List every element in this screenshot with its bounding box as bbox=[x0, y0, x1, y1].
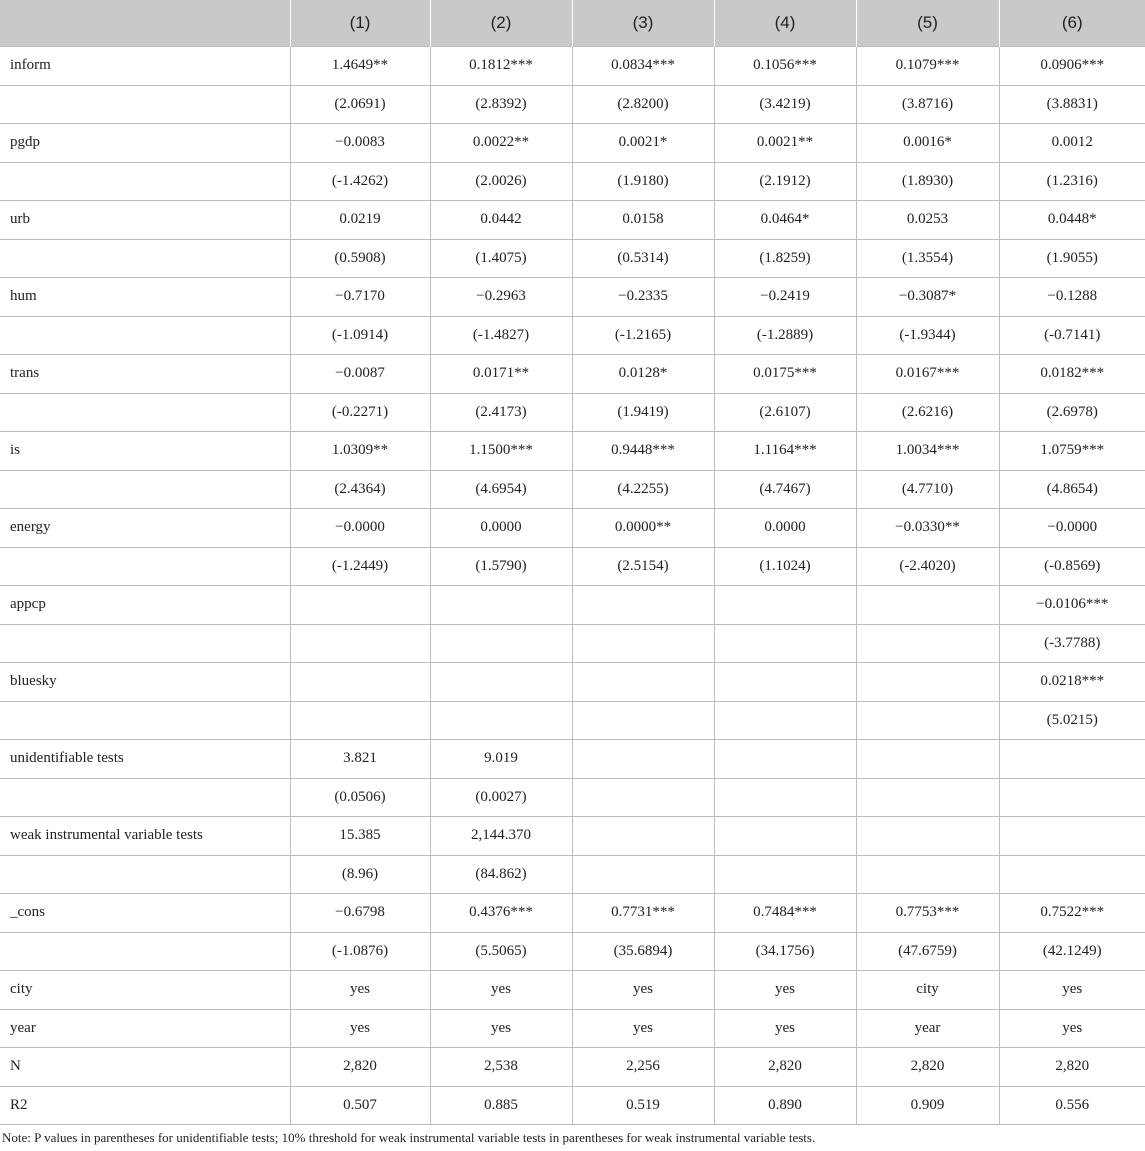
value-cell: −0.2419 bbox=[714, 278, 856, 317]
value-cell: −0.0087 bbox=[290, 355, 430, 394]
value-cell: 2,820 bbox=[714, 1048, 856, 1087]
value-cell: −0.0330** bbox=[856, 509, 999, 548]
value-cell: yes bbox=[714, 971, 856, 1010]
table-row bbox=[0, 316, 1145, 355]
value-cell bbox=[572, 701, 714, 740]
value-cell: 0.0218*** bbox=[999, 663, 1145, 702]
value-cell: 0.7731*** bbox=[572, 894, 714, 933]
value-cell: (1.3554) bbox=[856, 239, 999, 278]
value-cell bbox=[572, 586, 714, 625]
value-cell: (2.1912) bbox=[714, 162, 856, 201]
value-cell: year bbox=[856, 1009, 999, 1048]
value-cell bbox=[856, 586, 999, 625]
value-cell: 0.519 bbox=[572, 1086, 714, 1125]
table-row bbox=[0, 85, 1145, 124]
value-cell: 2,144.370 bbox=[430, 817, 572, 856]
value-cell bbox=[999, 855, 1145, 894]
value-cell: 15.385 bbox=[290, 817, 430, 856]
value-cell: (0.5908) bbox=[290, 239, 430, 278]
table-row bbox=[0, 47, 1145, 86]
value-cell: 0.0016* bbox=[856, 124, 999, 163]
table-row bbox=[0, 393, 1145, 432]
value-cell: (1.2316) bbox=[999, 162, 1145, 201]
row-label-cell bbox=[0, 624, 290, 663]
value-cell: (5.5065) bbox=[430, 932, 572, 971]
header-cell-variable bbox=[0, 0, 290, 47]
value-cell: (1.9180) bbox=[572, 162, 714, 201]
table-row bbox=[0, 1048, 1145, 1087]
row-label-cell bbox=[0, 393, 290, 432]
value-cell: (1.4075) bbox=[430, 239, 572, 278]
value-cell: 0.0253 bbox=[856, 201, 999, 240]
value-cell bbox=[856, 817, 999, 856]
value-cell: (2.6107) bbox=[714, 393, 856, 432]
value-cell: (1.9419) bbox=[572, 393, 714, 432]
header-cell-model-2: (2) bbox=[430, 0, 572, 47]
value-cell: (-1.4262) bbox=[290, 162, 430, 201]
value-cell: 0.0000 bbox=[714, 509, 856, 548]
value-cell: 1.0034*** bbox=[856, 432, 999, 471]
value-cell: (2.4173) bbox=[430, 393, 572, 432]
header-cell-model-3: (3) bbox=[572, 0, 714, 47]
value-cell: −0.2335 bbox=[572, 278, 714, 317]
value-cell: 2,820 bbox=[999, 1048, 1145, 1087]
row-label-cell bbox=[0, 701, 290, 740]
value-cell: (2.6978) bbox=[999, 393, 1145, 432]
table-note: Note: P values in parentheses for unidentifiable tests; 10% threshold for weak instrumental variable tests in parentheses for weak instrumental variable tests. bbox=[2, 1130, 816, 1145]
value-cell: (-2.4020) bbox=[856, 547, 999, 586]
row-label-cell: appcp bbox=[0, 586, 290, 625]
value-cell bbox=[290, 586, 430, 625]
value-cell: 0.507 bbox=[290, 1086, 430, 1125]
table-row bbox=[0, 470, 1145, 509]
value-cell bbox=[999, 778, 1145, 817]
row-label-cell bbox=[0, 85, 290, 124]
value-cell: 1.1164*** bbox=[714, 432, 856, 471]
row-label-cell bbox=[0, 778, 290, 817]
value-cell: yes bbox=[572, 971, 714, 1010]
value-cell: (-1.2889) bbox=[714, 316, 856, 355]
table-row bbox=[0, 663, 1145, 702]
value-cell: (3.4219) bbox=[714, 85, 856, 124]
value-cell: 9.019 bbox=[430, 740, 572, 779]
value-cell bbox=[714, 740, 856, 779]
value-cell: (1.9055) bbox=[999, 239, 1145, 278]
value-cell: yes bbox=[572, 1009, 714, 1048]
value-cell bbox=[572, 817, 714, 856]
table-body bbox=[0, 47, 1145, 1125]
table-row bbox=[0, 701, 1145, 740]
value-cell: (2.0026) bbox=[430, 162, 572, 201]
value-cell: (42.1249) bbox=[999, 932, 1145, 971]
value-cell: (1.8259) bbox=[714, 239, 856, 278]
value-cell: (-1.4827) bbox=[430, 316, 572, 355]
value-cell: 0.909 bbox=[856, 1086, 999, 1125]
value-cell: (4.2255) bbox=[572, 470, 714, 509]
row-label-cell bbox=[0, 932, 290, 971]
table-row bbox=[0, 162, 1145, 201]
row-label-cell: pgdp bbox=[0, 124, 290, 163]
value-cell: −0.0000 bbox=[999, 509, 1145, 548]
value-cell: (2.8200) bbox=[572, 85, 714, 124]
header-cell-model-6: (6) bbox=[999, 0, 1145, 47]
value-cell: (-0.8569) bbox=[999, 547, 1145, 586]
value-cell: 0.1812*** bbox=[430, 47, 572, 86]
value-cell bbox=[714, 586, 856, 625]
table-row bbox=[0, 239, 1145, 278]
value-cell bbox=[856, 855, 999, 894]
value-cell: 0.0219 bbox=[290, 201, 430, 240]
value-cell: (-0.7141) bbox=[999, 316, 1145, 355]
value-cell: 0.0128* bbox=[572, 355, 714, 394]
table-row bbox=[0, 355, 1145, 394]
table-row bbox=[0, 624, 1145, 663]
value-cell bbox=[290, 663, 430, 702]
row-label-cell: city bbox=[0, 971, 290, 1010]
row-label-cell: is bbox=[0, 432, 290, 471]
value-cell: (-1.0914) bbox=[290, 316, 430, 355]
row-label-cell: inform bbox=[0, 47, 290, 86]
value-cell: 0.0175*** bbox=[714, 355, 856, 394]
value-cell: (5.0215) bbox=[999, 701, 1145, 740]
value-cell: −0.0106*** bbox=[999, 586, 1145, 625]
value-cell: (1.8930) bbox=[856, 162, 999, 201]
value-cell: (2.0691) bbox=[290, 85, 430, 124]
value-cell: (3.8831) bbox=[999, 85, 1145, 124]
value-cell: (2.4364) bbox=[290, 470, 430, 509]
value-cell: (0.0027) bbox=[430, 778, 572, 817]
value-cell: 0.0448* bbox=[999, 201, 1145, 240]
value-cell: −0.7170 bbox=[290, 278, 430, 317]
value-cell bbox=[572, 663, 714, 702]
value-cell bbox=[856, 624, 999, 663]
header-cell-model-1: (1) bbox=[290, 0, 430, 47]
value-cell: (1.1024) bbox=[714, 547, 856, 586]
row-label-cell: energy bbox=[0, 509, 290, 548]
value-cell: 2,538 bbox=[430, 1048, 572, 1087]
row-label-cell: trans bbox=[0, 355, 290, 394]
value-cell: 0.0906*** bbox=[999, 47, 1145, 86]
value-cell: (35.6894) bbox=[572, 932, 714, 971]
value-cell: 0.1056*** bbox=[714, 47, 856, 86]
value-cell: 0.0021** bbox=[714, 124, 856, 163]
header-row bbox=[0, 0, 1145, 47]
value-cell: 0.556 bbox=[999, 1086, 1145, 1125]
value-cell: −0.2963 bbox=[430, 278, 572, 317]
value-cell: (0.5314) bbox=[572, 239, 714, 278]
value-cell: (4.6954) bbox=[430, 470, 572, 509]
table-row bbox=[0, 1009, 1145, 1048]
value-cell: yes bbox=[290, 1009, 430, 1048]
value-cell bbox=[714, 663, 856, 702]
value-cell: 1.1500*** bbox=[430, 432, 572, 471]
table-row bbox=[0, 201, 1145, 240]
row-label-cell: urb bbox=[0, 201, 290, 240]
value-cell: yes bbox=[999, 971, 1145, 1010]
value-cell bbox=[856, 778, 999, 817]
value-cell bbox=[999, 817, 1145, 856]
row-label-cell bbox=[0, 547, 290, 586]
value-cell bbox=[714, 624, 856, 663]
table-row bbox=[0, 894, 1145, 933]
value-cell bbox=[572, 740, 714, 779]
value-cell: 0.0158 bbox=[572, 201, 714, 240]
table-row bbox=[0, 971, 1145, 1010]
value-cell: 0.0182*** bbox=[999, 355, 1145, 394]
row-label-cell: N bbox=[0, 1048, 290, 1087]
row-label-cell bbox=[0, 855, 290, 894]
table-row bbox=[0, 778, 1145, 817]
value-cell: 2,820 bbox=[856, 1048, 999, 1087]
value-cell: (1.5790) bbox=[430, 547, 572, 586]
value-cell bbox=[714, 855, 856, 894]
value-cell bbox=[856, 701, 999, 740]
value-cell bbox=[290, 701, 430, 740]
value-cell: 1.4649** bbox=[290, 47, 430, 86]
value-cell bbox=[430, 663, 572, 702]
value-cell: 0.0834*** bbox=[572, 47, 714, 86]
value-cell bbox=[572, 855, 714, 894]
value-cell: 0.0464* bbox=[714, 201, 856, 240]
value-cell: (47.6759) bbox=[856, 932, 999, 971]
value-cell: (0.0506) bbox=[290, 778, 430, 817]
value-cell bbox=[714, 701, 856, 740]
table-row bbox=[0, 740, 1145, 779]
table-row bbox=[0, 432, 1145, 471]
value-cell bbox=[999, 740, 1145, 779]
value-cell: 0.0000 bbox=[430, 509, 572, 548]
value-cell: (-3.7788) bbox=[999, 624, 1145, 663]
table-row bbox=[0, 817, 1145, 856]
value-cell: −0.0000 bbox=[290, 509, 430, 548]
value-cell: (-0.2271) bbox=[290, 393, 430, 432]
value-cell: −0.3087* bbox=[856, 278, 999, 317]
row-label-cell: _cons bbox=[0, 894, 290, 933]
table-row bbox=[0, 932, 1145, 971]
value-cell bbox=[430, 586, 572, 625]
header-cell-model-5: (5) bbox=[856, 0, 999, 47]
table-row bbox=[0, 586, 1145, 625]
value-cell: (34.1756) bbox=[714, 932, 856, 971]
value-cell bbox=[430, 701, 572, 740]
value-cell: (84.862) bbox=[430, 855, 572, 894]
row-label-cell: unidentifiable tests bbox=[0, 740, 290, 779]
row-label-cell bbox=[0, 470, 290, 509]
value-cell: yes bbox=[999, 1009, 1145, 1048]
value-cell: 1.0759*** bbox=[999, 432, 1145, 471]
table-header bbox=[0, 0, 1145, 47]
value-cell: (4.7467) bbox=[714, 470, 856, 509]
value-cell: 1.0309** bbox=[290, 432, 430, 471]
row-label-cell bbox=[0, 316, 290, 355]
value-cell: −0.6798 bbox=[290, 894, 430, 933]
table-row bbox=[0, 124, 1145, 163]
table-row bbox=[0, 509, 1145, 548]
value-cell bbox=[290, 624, 430, 663]
row-label-cell bbox=[0, 239, 290, 278]
value-cell: (-1.2449) bbox=[290, 547, 430, 586]
value-cell: 2,820 bbox=[290, 1048, 430, 1087]
row-label-cell bbox=[0, 162, 290, 201]
value-cell bbox=[714, 778, 856, 817]
value-cell: city bbox=[856, 971, 999, 1010]
table-row bbox=[0, 1086, 1145, 1125]
value-cell bbox=[856, 663, 999, 702]
value-cell: 0.885 bbox=[430, 1086, 572, 1125]
value-cell: 0.0012 bbox=[999, 124, 1145, 163]
value-cell: 0.4376*** bbox=[430, 894, 572, 933]
value-cell: 0.0000** bbox=[572, 509, 714, 548]
value-cell: (2.5154) bbox=[572, 547, 714, 586]
value-cell bbox=[430, 624, 572, 663]
value-cell bbox=[714, 817, 856, 856]
value-cell bbox=[856, 740, 999, 779]
value-cell: (2.6216) bbox=[856, 393, 999, 432]
value-cell: yes bbox=[430, 1009, 572, 1048]
value-cell: 0.9448*** bbox=[572, 432, 714, 471]
value-cell: yes bbox=[430, 971, 572, 1010]
value-cell: −0.1288 bbox=[999, 278, 1145, 317]
row-label-cell: bluesky bbox=[0, 663, 290, 702]
row-label-cell: weak instrumental variable tests bbox=[0, 817, 290, 856]
value-cell: 0.0021* bbox=[572, 124, 714, 163]
value-cell: (-1.0876) bbox=[290, 932, 430, 971]
table-row bbox=[0, 855, 1145, 894]
table-row bbox=[0, 278, 1145, 317]
value-cell: 0.0442 bbox=[430, 201, 572, 240]
value-cell: (3.8716) bbox=[856, 85, 999, 124]
value-cell: (4.8654) bbox=[999, 470, 1145, 509]
value-cell: yes bbox=[714, 1009, 856, 1048]
value-cell: 0.7753*** bbox=[856, 894, 999, 933]
value-cell: 0.7522*** bbox=[999, 894, 1145, 933]
value-cell: 0.7484*** bbox=[714, 894, 856, 933]
value-cell: (-1.2165) bbox=[572, 316, 714, 355]
table-row bbox=[0, 547, 1145, 586]
value-cell: 3.821 bbox=[290, 740, 430, 779]
row-label-cell: hum bbox=[0, 278, 290, 317]
row-label-cell: year bbox=[0, 1009, 290, 1048]
value-cell: 0.1079*** bbox=[856, 47, 999, 86]
value-cell: 0.0167*** bbox=[856, 355, 999, 394]
value-cell bbox=[572, 624, 714, 663]
value-cell: −0.0083 bbox=[290, 124, 430, 163]
value-cell: (-1.9344) bbox=[856, 316, 999, 355]
value-cell: 0.0022** bbox=[430, 124, 572, 163]
header-cell-model-4: (4) bbox=[714, 0, 856, 47]
value-cell: (8.96) bbox=[290, 855, 430, 894]
value-cell: (4.7710) bbox=[856, 470, 999, 509]
value-cell: (2.8392) bbox=[430, 85, 572, 124]
value-cell: 0.890 bbox=[714, 1086, 856, 1125]
value-cell bbox=[572, 778, 714, 817]
value-cell: 2,256 bbox=[572, 1048, 714, 1087]
value-cell: 0.0171** bbox=[430, 355, 572, 394]
row-label-cell: R2 bbox=[0, 1086, 290, 1125]
value-cell: yes bbox=[290, 971, 430, 1010]
